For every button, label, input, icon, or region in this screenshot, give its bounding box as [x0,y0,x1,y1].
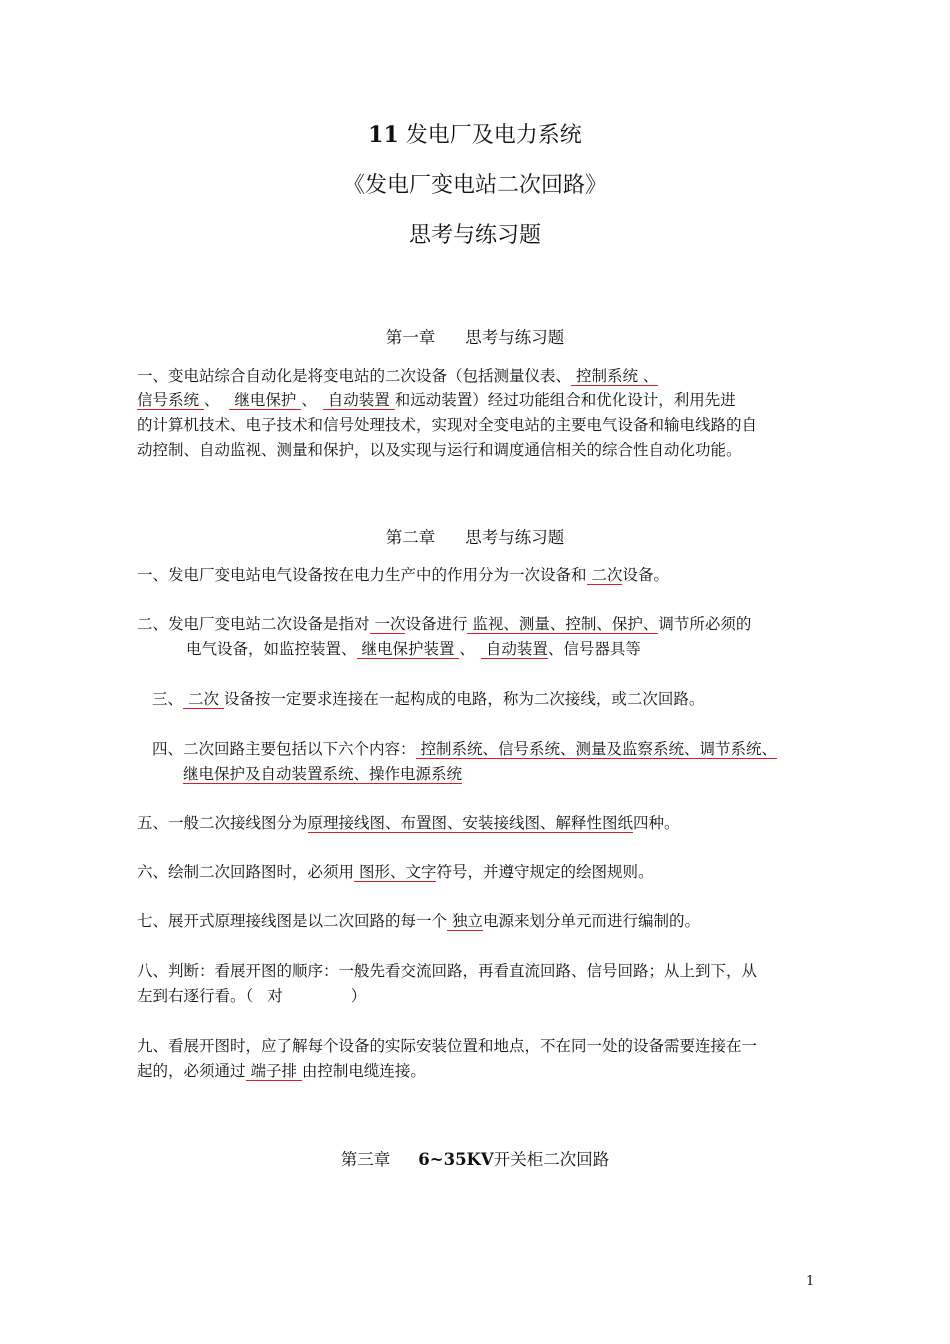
ch1-q1-answer-signal-system: 信号系统 [137,391,204,409]
doc-title-line3: 思考与练习题 [408,223,541,248]
ch2-q2-line2-end: 、信号器具等 [547,640,641,658]
ch2-q3-answer: 二次 [183,690,224,708]
ch2-q2-answer-functions: 监视、测量、控制、保护、 [467,615,659,633]
ch1-q1-text: 一、变电站综合自动化是将变电站的二次设备（包括测量仪表、 [137,367,572,385]
ch2-q2-answer-auto-device: 自动装置 [480,640,548,658]
ch2-q8-text: 左到右逐行看。（ [137,987,254,1005]
chapter2-title: 思考与练习题 [465,528,565,547]
ch2-q2-answer-relay-device: 继电保护装置 [356,640,460,658]
title-number: 11 [368,122,399,148]
ch2-q2-line2-text: 电气设备，如监控装置、 [186,640,357,658]
ch1-q1-answer-relay-protection: 继电保护 [229,391,302,409]
ch2-q2-line1 [137,614,751,634]
ch2-q9-line2 [137,1061,426,1081]
chapter1-heading [0,324,950,348]
ch2-q2-answer-primary: 一次 [369,615,406,633]
ch2-q8-line2 [137,986,366,1006]
ch2-q3 [152,689,704,709]
ch1-q1-line1 [137,366,658,386]
ch2-q2-line2 [186,639,641,659]
chapter1-label: 第一章 [385,328,436,347]
ch2-q4-answer-part2: 继电保护及自动装置系统、操作电源系统 [183,765,463,783]
doc-title-line2: 《发电厂变电站二次回路》 [342,173,607,198]
chapter3-label: 第三章 [340,1150,391,1169]
page-number: 1 [806,1274,815,1289]
ch2-q5-answer: 原理接线图、布置图、安装接线图、解释性图纸 [307,814,634,832]
ch2-q9-answer: 端子排 [245,1062,302,1080]
ch2-q6-answer: 图形、文字 [354,863,437,881]
ch2-q3-text: 设备按一定要求连接在一起构成的电路，称为二次接线，或二次回路。 [223,690,705,708]
ch2-q8-answer: 对 [267,987,283,1005]
ch2-q1-text: 一、发电厂变电站电气设备按在电力生产中的作用分为一次设备和 [137,566,587,584]
separator: 、 [301,391,317,409]
ch1-q1-answer-automatic-device: 自动装置 [322,391,395,409]
ch2-q1-text-end: 设备。 [622,566,669,584]
ch2-q1-answer: 二次 [586,566,623,584]
ch2-q5-text-end: 四种。 [633,814,680,832]
ch2-q7-text: 七、展开式原理接线图是以二次回路的每一个 [137,912,448,930]
separator: 、 [459,640,475,658]
ch2-q7-text-end: 电源来划分单元而进行编制的。 [482,912,700,930]
ch2-q9-text: 起的，必须通过 [137,1062,246,1080]
ch2-q1 [137,565,669,585]
doc-title-line1 [0,118,950,149]
ch1-q1-line2 [137,390,736,410]
ch2-q8-text-end: ） [350,987,367,1005]
ch2-q9-line1: 九、看展开图时，应了解每个设备的实际安装位置和地点，不在同一处的设备需要连接在一 [137,1037,758,1055]
chapter2-heading [0,524,950,548]
ch1-q1-answer-control-system: 控制系统 、 [571,367,659,385]
ch2-q6-text-end: 符号，并遵守规定的绘图规则。 [436,863,654,881]
ch2-q2-text: 二、发电厂变电站二次设备是指对 [137,615,370,633]
ch2-q3-number: 三、 [152,690,184,708]
ch2-q8-line1: 八、判断：看展开图的顺序：一般先看交流回路，再看直流回路、信号回路；从上到下，从 [137,962,758,980]
chapter1-title: 思考与练习题 [465,328,565,347]
title-text: 发电厂及电力系统 [405,123,582,148]
ch2-q6 [137,862,653,882]
ch2-q4-answer-part1: 控制系统、信号系统、测量及监察系统、调节系统、 [415,740,777,758]
ch1-q1-line3: 的计算机技术、电子技术和信号处理技术，实现对全变电站的主要电气设备和输电线路的自 [137,416,758,434]
ch2-q4-line2 [183,764,462,784]
ch2-q5 [137,813,680,833]
ch2-q2-text-end: 调节所必须的 [658,615,752,633]
ch2-q7-answer: 独立 [447,912,483,930]
ch2-q9-text-end: 由控制电缆连接。 [301,1062,426,1080]
separator: 、 [203,391,220,409]
ch2-q5-text: 五、一般二次接线图分为 [137,814,308,832]
chapter2-label: 第二章 [385,528,436,547]
ch2-q4-line1 [152,739,777,759]
chapter3-title: 开关柜二次回路 [493,1150,610,1169]
ch1-q1-line4: 动控制、自动监视、测量和保护，以及实现与运行和调度通信相关的综合性自动化功能。 [137,441,742,459]
ch2-q4-text: 四、二次回路主要包括以下六个内容： [152,740,416,758]
chapter3-voltage: 6~35KV [418,1150,494,1169]
ch2-q6-text: 六、绘制二次回路图时，必须用 [137,863,355,881]
ch1-q1-text-rest: 和远动装置）经过功能组合和优化设计，利用先进 [394,391,736,409]
ch2-q7 [137,911,700,931]
chapter3-heading [0,1146,950,1170]
ch2-q2-text-mid: 设备进行 [405,615,468,633]
